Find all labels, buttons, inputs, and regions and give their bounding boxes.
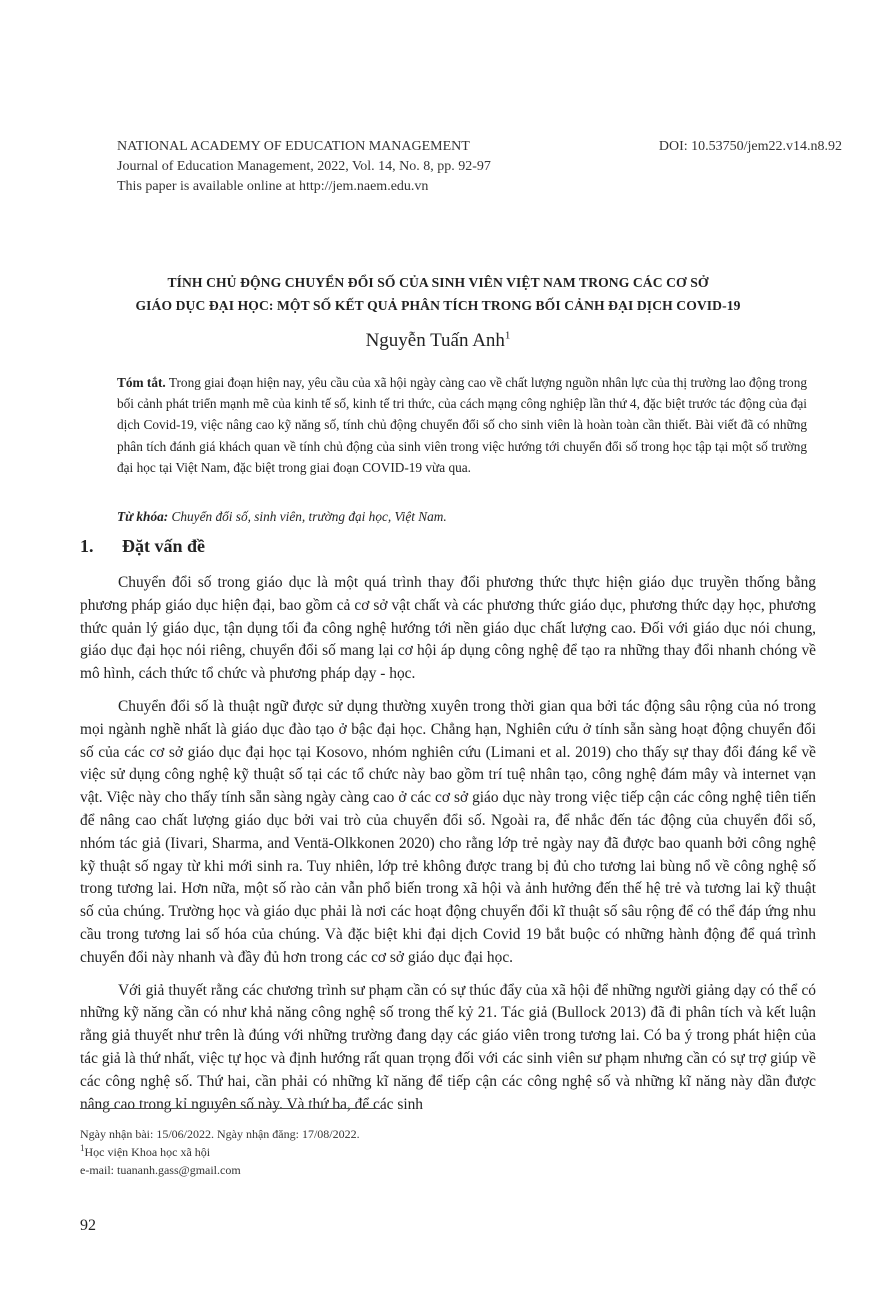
author-name: Nguyễn Tuấn Anh: [365, 330, 505, 351]
section-heading: [80, 536, 205, 557]
section-number: 1.: [80, 536, 94, 556]
footnote-divider: [80, 1108, 380, 1109]
title-line-1: TÍNH CHỦ ĐỘNG CHUYỂN ĐỔI SỐ CỦA SINH VIÊN VIỆT NAM TRONG CÁC CƠ SỞ: [167, 275, 709, 290]
footnote-mark: 1: [80, 1143, 85, 1153]
keywords-label: Từ khóa:: [117, 509, 169, 524]
keywords-text: Chuyển đổi số, sinh viên, trường đại học, Việt Nam.: [168, 509, 447, 524]
title-line-2: GIÁO DỤC ĐẠI HỌC: MỘT SỐ KẾT QUẢ PHÂN TÍCH TRONG BỐI CẢNH ĐẠI DỊCH COVID-19: [135, 298, 741, 313]
footnotes: [80, 1125, 580, 1179]
paragraph: Chuyển đổi số trong giáo dục là một quá trình thay đổi phương thức thực hiện giáo dục truyền thống bằng phương pháp giáo dục hiện đại, bao gồm cả cơ sở vật chất và các phương thức giáo dục, phương thức dạy học, phương thức quản lý giáo dục, tận dụng tối đa công nghệ hướng tới nền giáo dục chất lượng cao. Đối với giáo dục nói chung, giáo dục đại học nói riêng, chuyển đổi số mang lại cơ hội áp dụng công nghệ để tạo ra những thay đổi nhanh chóng về mô hình, cách thức tổ chức và phương pháp dạy - học.: [80, 574, 816, 683]
footnote-affiliation: Học viện Khoa học xã hội: [84, 1145, 211, 1159]
publisher: NATIONAL ACADEMY OF EDUCATION MANAGEMENT: [117, 139, 470, 154]
abstract-text: Trong giai đoạn hiện nay, yêu cầu của xã hội ngày càng cao về chất lượng nguồn nhân lực của thị trường lao động trong bối cảnh phát triển mạnh mẽ của kinh tế số, kinh tế tri thức, của cách mạng công nghiệp lần thứ 4, đặc biệt trước tác động của đại dịch Covid-19, việc nâng cao kỹ năng số, tính chủ động chuyển đổi số cho sinh viên là hoàn toàn cần thiết. Bài viết đã có những phân tích đánh giá khách quan về tính chủ động của sinh viên trong việc hướng tới chuyển đổi số trong học tập tại một số trường đại học tại Việt Nam, đặc biệt trong giai đoạn COVID-19 vừa qua.: [117, 375, 808, 475]
body-text: [80, 572, 816, 1126]
section-title: Đặt vấn đề: [122, 536, 206, 556]
footnote-email[interactable]: e-mail: tuananh.gass@gmail.com: [80, 1163, 241, 1177]
abstract: [117, 372, 807, 478]
keywords: [117, 509, 807, 525]
paper-title: [80, 271, 796, 317]
footnote-affiliation-row: [80, 1143, 580, 1161]
journal-header: [117, 137, 842, 197]
online-availability: This paper is available online at http://jem.naem.edu.vn: [117, 179, 429, 194]
author: [80, 330, 796, 352]
author-footnote-mark: 1: [504, 329, 511, 342]
journal-citation: Journal of Education Management, 2022, Vol. 14, No. 8, pp. 92-97: [117, 159, 491, 174]
paragraph: Chuyển đổi số là thuật ngữ được sử dụng thường xuyên trong thời gian qua bởi tác động sâu rộng của nó trong mọi ngành nghề nhất là giáo dục đào tạo ở bậc đại học. Chẳng hạn, Nghiên cứu ở tính sẵn sàng hoạt động chuyển đổi số của các cơ sở giáo dục đại học tại Kosovo, nhóm nghiên cứu (Limani et al. 2019) cho thấy sự thay đổi đáng kể về việc sử dụng công nghệ kỹ thuật số tại các tổ chức này bao gồm trí tuệ nhân tạo, công nghệ đám mây và internet vạn vật. Việc này cho thấy tính sẵn sàng ngày càng cao ở các cơ sở giáo dục này trong việc tiếp cận các công nghệ tiên tiến để nâng cao chất lượng giáo dục bởi vai trò của chuyển đổi số. Ngoài ra, để nhắc đến tác động của chuyển đổi số, nhóm tác giả (Iivari, Sharma, and Ventä-Olkkonen 2020) cho rằng lớp trẻ ngày nay đã được bao quanh bởi công nghệ kỹ thuật số ngay từ khi mới sinh ra. Tuy nhiên, lớp trẻ không được trang bị đủ cho tương lai bùng nổ về công nghệ số trong tương lai. Hơn nữa, một số rào cản vẫn phổ biến trong xã hội và ảnh hưởng đến thế hệ trẻ và tương lai kỹ thuật số của chúng. Trường học và giáo dục phải là nơi các hoạt động chuyển đổi kĩ thuật số sâu rộng để có thể đáp ứng nhu cầu trong tương lai số hóa của chúng. Và đặc biệt khi đại dịch Covid 19 bắt buộc có những hành động để quá trình chuyển đổi này nhanh và đầy đủ hơn trong các cơ sở giáo dục đại học.: [80, 697, 816, 966]
page-number: 92: [80, 1217, 96, 1234]
abstract-label: Tóm tắt.: [117, 375, 166, 390]
doi[interactable]: DOI: 10.53750/jem22.v14.n8.92: [658, 139, 842, 154]
footnote-dates: Ngày nhận bài: 15/06/2022. Ngày nhận đăng: 17/08/2022.: [80, 1127, 360, 1141]
paragraph: Với giả thuyết rằng các chương trình sư phạm cần có sự thúc đẩy của xã hội để những người giảng dạy có thể có những kỹ năng cần có như khả năng công nghệ số trong thế kỷ 21. Tác giả (Bullock 2013) đã đi phân tích và kết luận rằng giả thuyết như trên là đúng với những trường đang dạy các giáo viên trong tương lai. Có ba ý trong phát hiện của tác giả là thứ nhất, việc tự học và định hướng rất quan trọng đối với các sinh viên sư phạm nhưng cần có sự trợ giúp về các công nghệ số. Thứ hai, cần phải có những kĩ năng để tiếp cận các công nghệ số và những kĩ năng này dần được nâng cao trong kỉ nguyên số này. Và thứ ba, để các sinh: [80, 981, 816, 1113]
